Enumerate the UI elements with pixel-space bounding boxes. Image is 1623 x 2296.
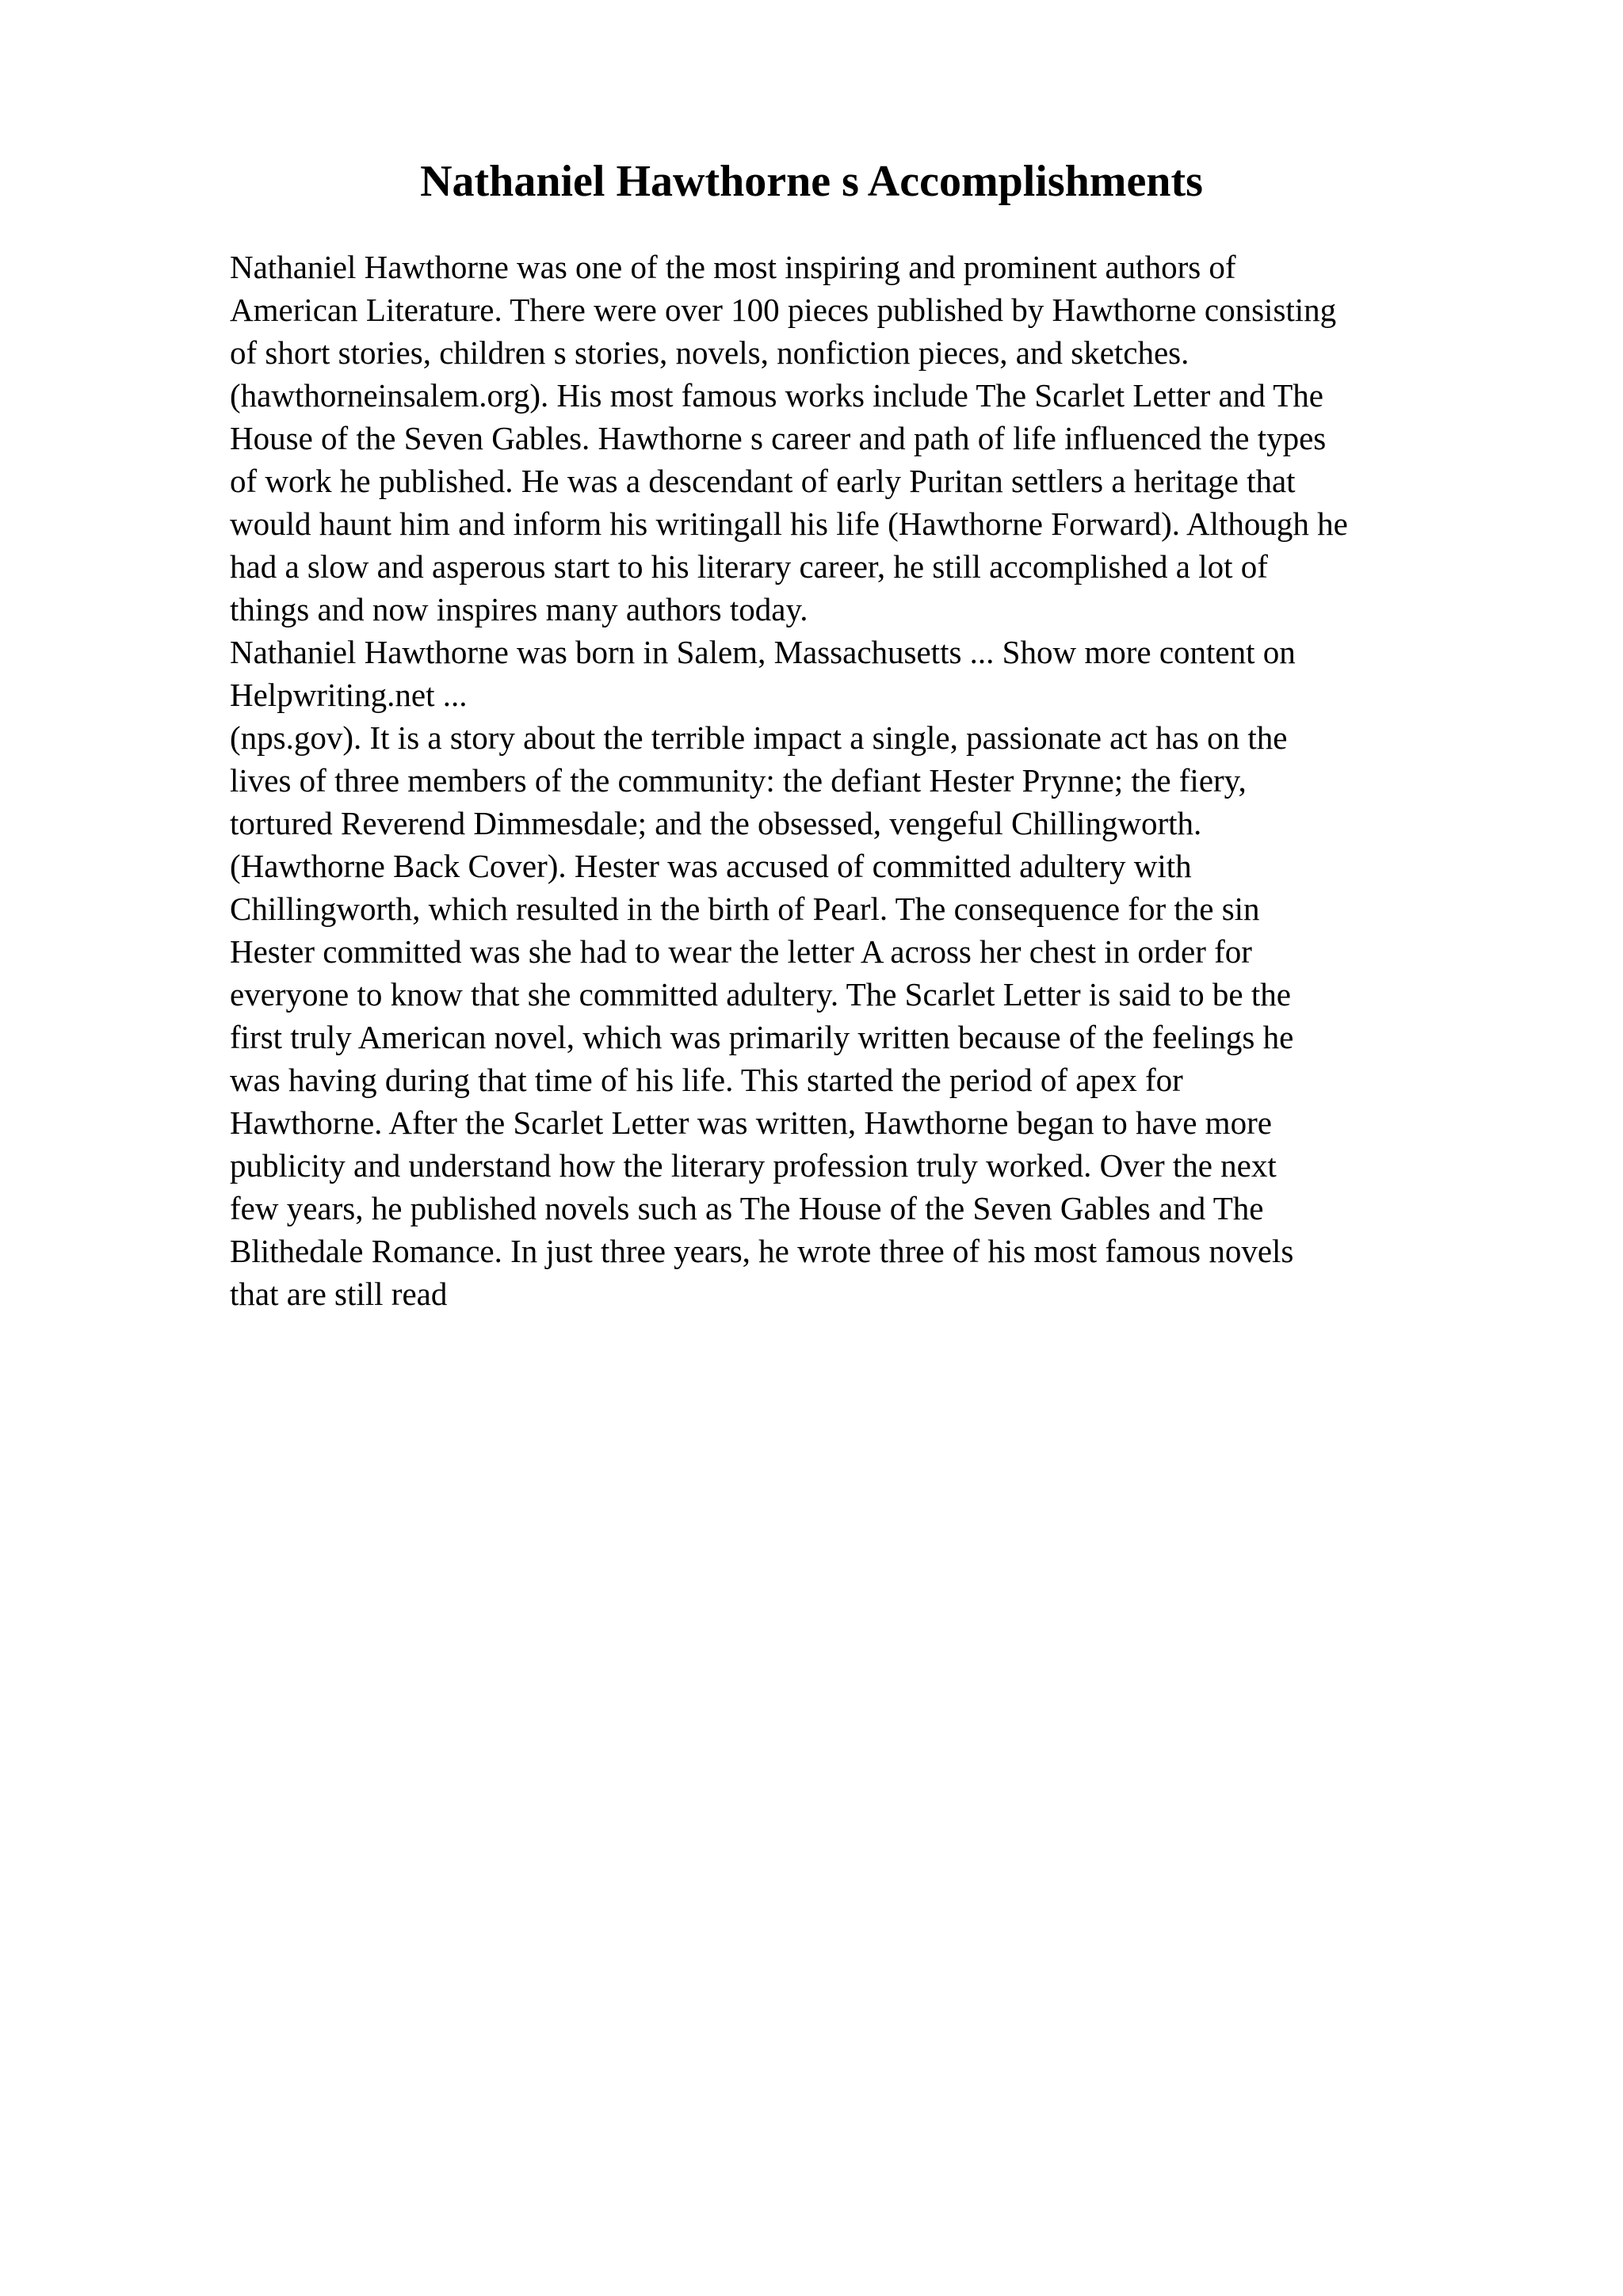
text-line: Hester committed was she had to wear the letter A across her chest in order for: [230, 933, 1252, 970]
text-line: Helpwriting.net ...: [230, 677, 468, 713]
text-line: Chillingworth, which resulted in the birth of Pearl. The consequence for the sin: [230, 891, 1260, 927]
text-line: things and now inspires many authors today.: [230, 591, 808, 627]
text-line: lives of three members of the community: the defiant Hester Prynne; the fiery,: [230, 762, 1247, 799]
text-line: of short stories, children s stories, novels, nonfiction pieces, and sketches.: [230, 334, 1190, 371]
text-line: had a slow and asperous start to his literary career, he still accomplished a lot of: [230, 548, 1268, 585]
text-line: tortured Reverend Dimmesdale; and the obsessed, vengeful Chillingworth.: [230, 805, 1202, 841]
text-line: Blithedale Romance. In just three years, he wrote three of his most famous novels: [230, 1233, 1294, 1269]
text-line: Hawthorne. After the Scarlet Letter was written, Hawthorne began to have more: [230, 1104, 1272, 1141]
text-line: would haunt him and inform his writingall his life (Hawthorne Forward). Although he: [230, 505, 1348, 542]
document-title: Nathaniel Hawthorne s Accomplishments: [420, 157, 1203, 206]
text-line: publicity and understand how the literary profession truly worked. Over the next: [230, 1147, 1277, 1184]
text-line: (hawthorneinsalem.org). His most famous works include The Scarlet Letter and The: [230, 377, 1323, 414]
text-line: (Hawthorne Back Cover). Hester was accused of committed adultery with: [230, 848, 1192, 884]
document-body: [230, 246, 1561, 1315]
text-line: (nps.gov). It is a story about the terrible impact a single, passionate act has on the: [230, 719, 1288, 756]
text-line: everyone to know that she committed adultery. The Scarlet Letter is said to be the: [230, 976, 1291, 1013]
text-line: Nathaniel Hawthorne was one of the most inspiring and prominent authors of: [230, 249, 1236, 285]
text-line: House of the Seven Gables. Hawthorne s career and path of life influenced the types: [230, 420, 1327, 456]
text-line: that are still read: [230, 1276, 448, 1312]
text-line: was having during that time of his life. This started the period of apex for: [230, 1062, 1183, 1098]
text-line: American Literature. There were over 100 pieces published by Hawthorne consisting: [230, 292, 1337, 328]
text-line: of work he published. He was a descendant of early Puritan settlers a heritage that: [230, 463, 1296, 499]
text-line: first truly American novel, which was primarily written because of the feelings he: [230, 1019, 1294, 1055]
text-line: Nathaniel Hawthorne was born in Salem, Massachusetts ... Show more content on: [230, 634, 1296, 670]
text-line: few years, he published novels such as The House of the Seven Gables and The: [230, 1190, 1264, 1226]
